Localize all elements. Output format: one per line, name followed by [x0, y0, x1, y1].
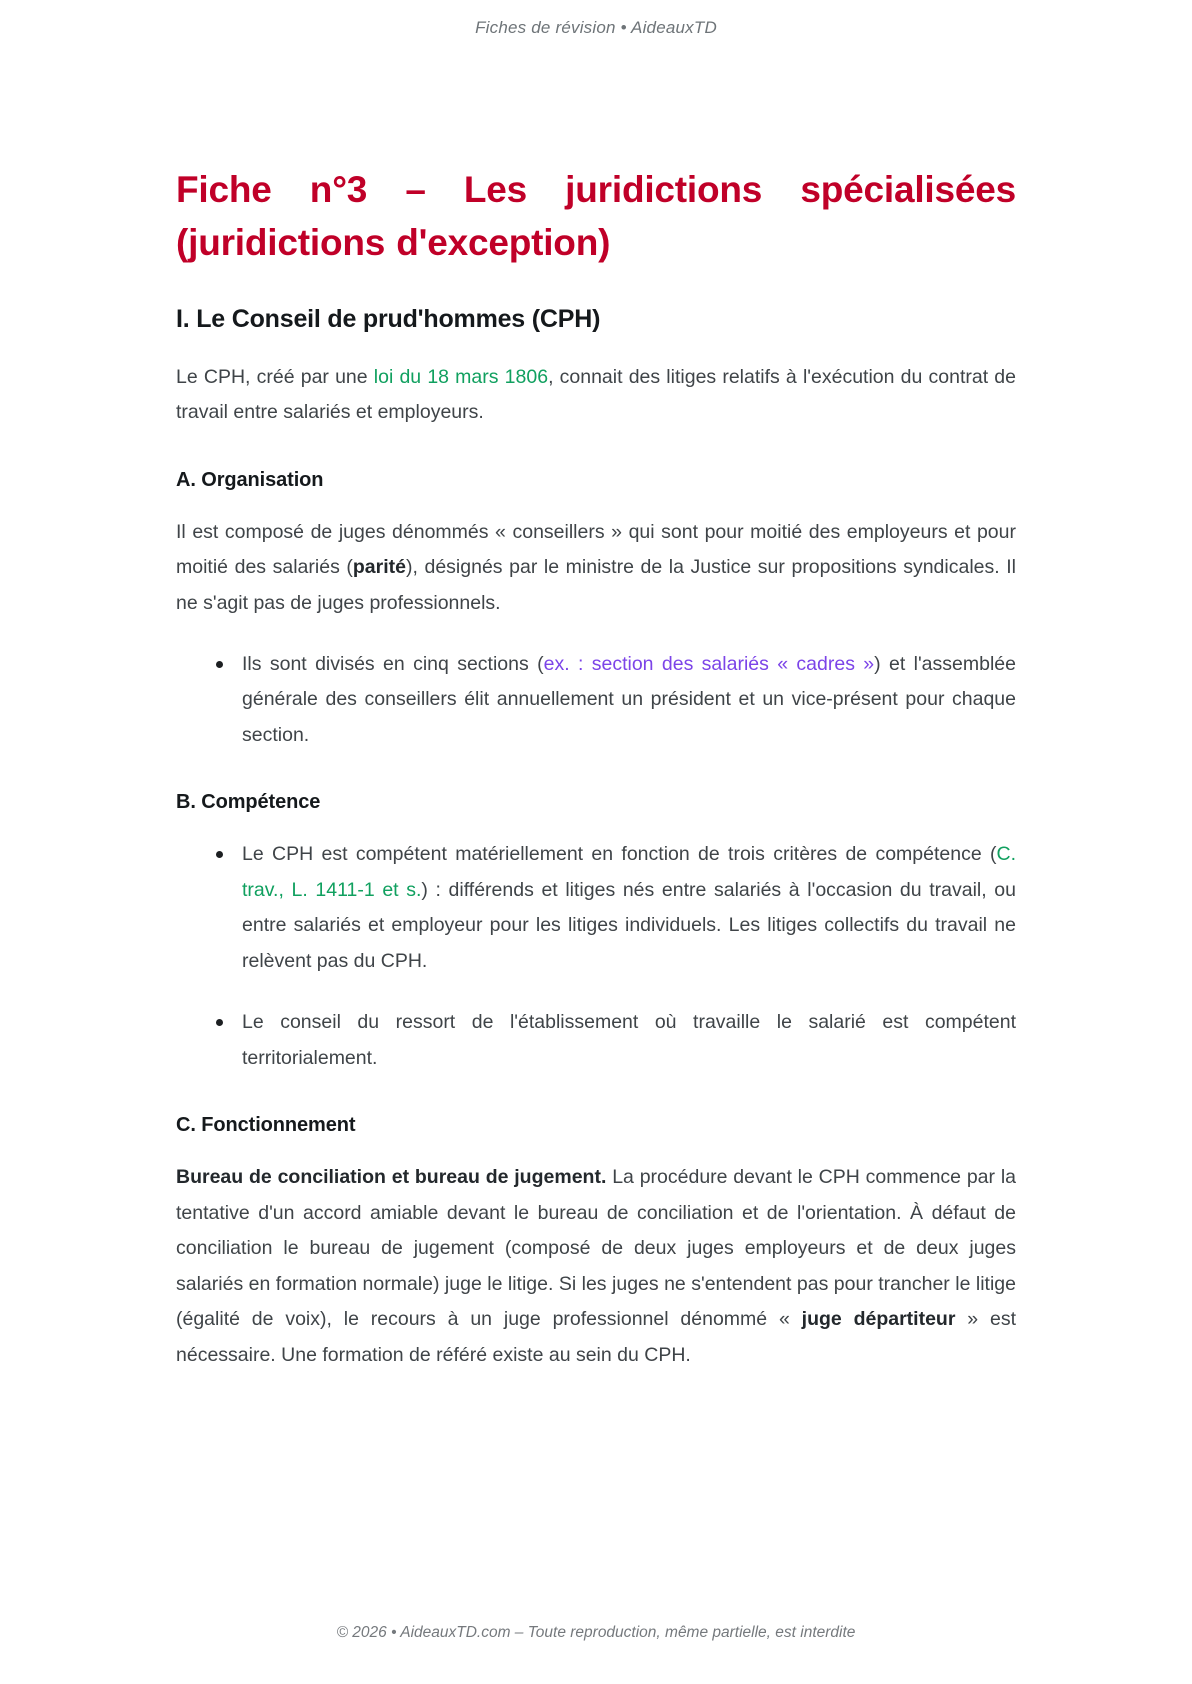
page-title: Fiche n°3 – Les juridictions spécialisées (juridictions d'exception) — [176, 169, 1016, 263]
emphasis-parite: parité — [352, 556, 406, 579]
bullet-text-after: ) et l'assemblée générale des conseillers élit annuellement un président et un vice-présent pour chaque section. — [242, 652, 1016, 746]
sub-heading-b-competence: B. Compétence — [176, 791, 321, 814]
emphasis-juge-departiteur: juge départiteur — [801, 1308, 956, 1331]
list-item — [176, 837, 1016, 979]
running-header: Fiches de révision • AideauxTD — [475, 18, 717, 37]
footer-copyright: © 2026 • AideauxTD.com – Toute reproduction, même partielle, est interdite — [336, 1624, 856, 1641]
intro-text-before: Le CPH, créé par une — [176, 365, 374, 388]
document-content — [176, 46, 1016, 1624]
organisation-text-after: ), désignés par le ministre de la Justice sur propositions syndicales. Il ne s'agit pas de juges professionnels. — [176, 556, 1016, 614]
fonctionnement-text-part-1: La procédure devant le CPH commence par la tentative d'un accord amiable devant le bureau de conciliation et de l'orientation. À défaut de conciliation le bureau de jugement (composé de deux juges employeurs et de deux juges salariés en formation normale) juge le litige. Si les juges ne s'entendent pas pour trancher le litige (égalité de voix), le recours à un juge professionnel dénommé « — [176, 1166, 1016, 1331]
organisation-paragraph — [176, 515, 1016, 621]
lead-in-bureau-conciliation: Bureau de conciliation et bureau de jugement. — [176, 1166, 607, 1189]
bullet-text: Le conseil du ressort de l'établissement où travaille le salarié est compétent territorialement. — [242, 1011, 1016, 1069]
fonctionnement-paragraph — [176, 1160, 1016, 1373]
list-item — [176, 1005, 1016, 1076]
sub-heading-a-organisation: A. Organisation — [176, 468, 324, 491]
section-1-intro-paragraph — [176, 360, 1016, 431]
legal-reference-loi-1806: loi du 18 mars 1806 — [373, 365, 549, 388]
bullet-text-before: Le CPH est compétent matériellement en fonction de trois critères de compétence ( — [242, 843, 997, 866]
example-reference-sections: ex. : section des salariés « cadres » — [543, 652, 875, 675]
bullet-text-before: Ils sont divisés en cinq sections ( — [242, 652, 544, 675]
competence-bullet-list — [176, 837, 1016, 1076]
organisation-text-before: Il est composé de juges dénommés « conseillers » qui sont pour moitié des employeurs et pour moitié des salariés ( — [176, 520, 1016, 579]
legal-reference-code-travail: C. trav., L. 1411-1 et s. — [242, 843, 1016, 901]
intro-text-after: , connait des litiges relatifs à l'exécution du contrat de travail entre salariés et employeurs. — [176, 365, 1016, 424]
section-heading-1: I. Le Conseil de prud'hommes (CPH) — [176, 305, 601, 334]
list-item — [176, 647, 1016, 753]
sub-heading-c-fonctionnement: C. Fonctionnement — [176, 1114, 356, 1137]
organisation-bullet-list — [176, 647, 1016, 753]
bullet-text-after: ) : différends et litiges nés entre salariés à l'occasion du travail, ou entre salariés et employeur pour les litiges individuels. Les litiges collectifs du travail ne relèvent pas du CPH. — [242, 878, 1016, 972]
fonctionnement-text-part-2: » est nécessaire. Une formation de référé existe au sein du CPH. — [176, 1308, 1016, 1366]
